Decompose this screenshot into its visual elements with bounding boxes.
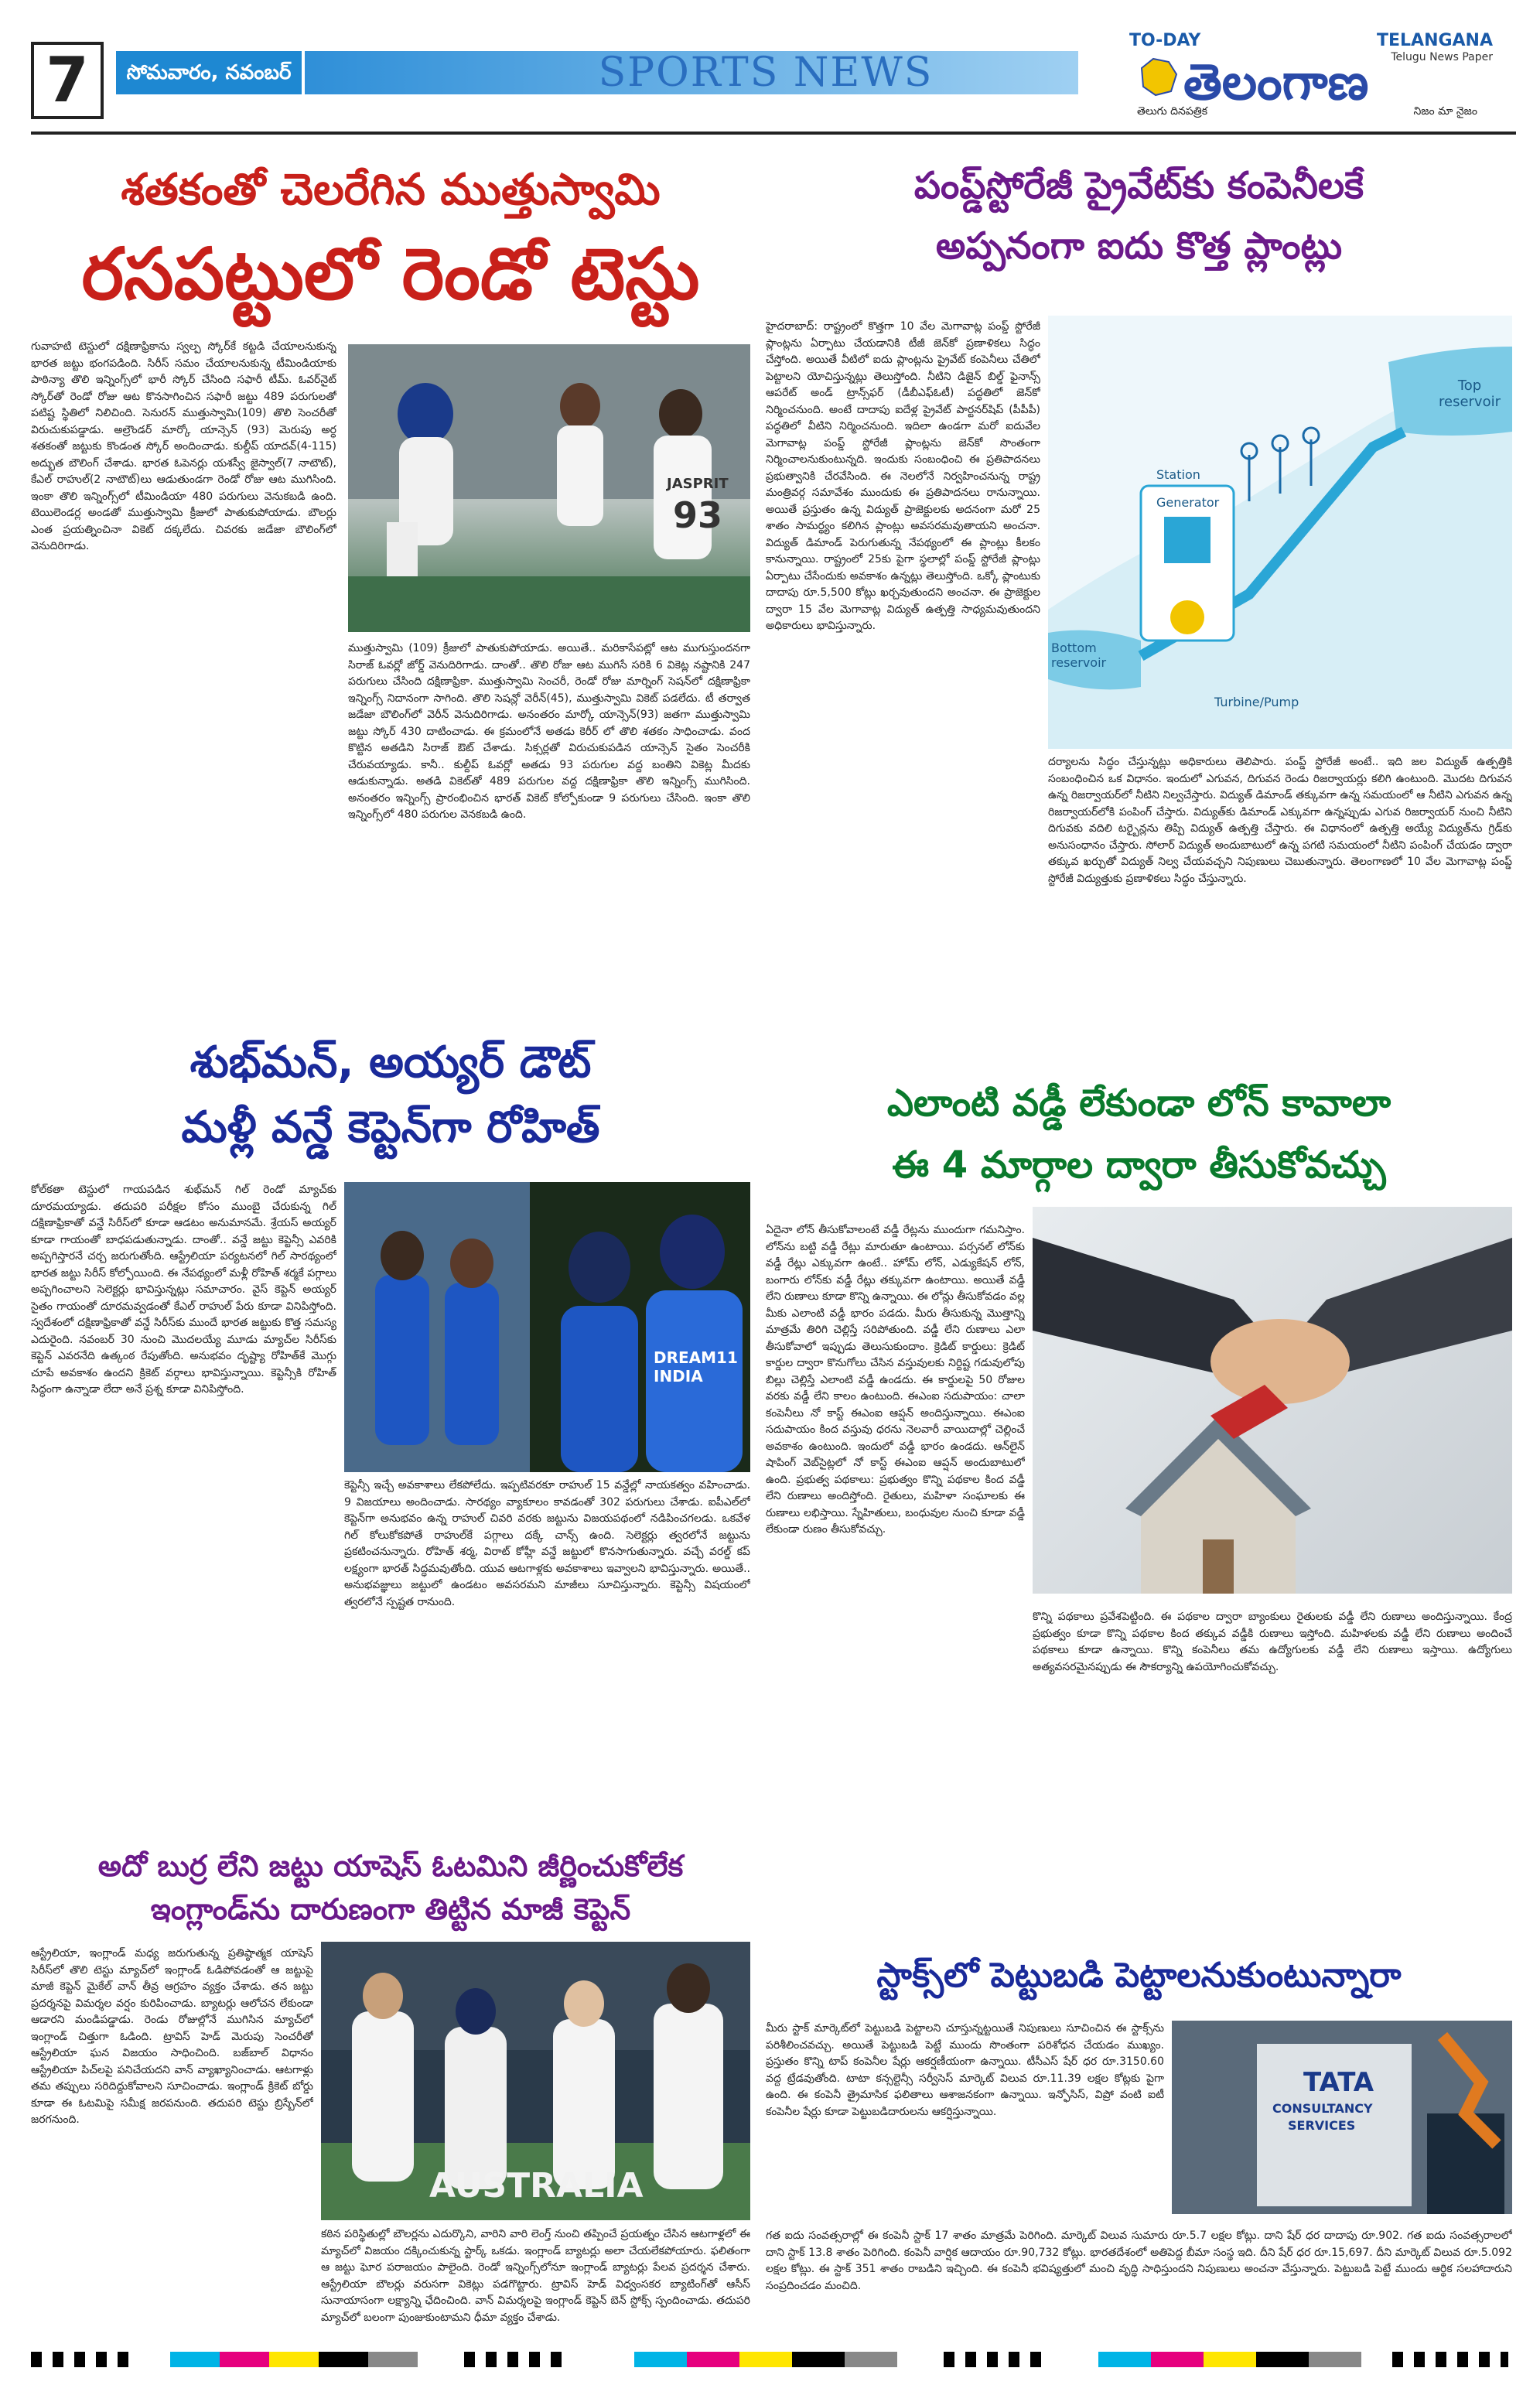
- header-divider: [31, 132, 1516, 135]
- article1-headline-line1: శతకంతో చెలరేగిన ముత్తుస్వామి: [121, 165, 661, 215]
- registration-strip-left: [31, 2352, 139, 2367]
- article5-headline-line1: ఎలాంటి వడ్డీ లేకుండా లోన్ కావాలా: [886, 1081, 1391, 1125]
- date-bar: సోమవారం, నవంబర్ 24 2025: [116, 51, 302, 94]
- article6-body-top: మీరు స్టాక్ మార్కెట్‌లో పెట్టుబడి పెట్టాలని చూస్తున్నట్టయితే నిపుణులు సూచించిన ఈ స్టాక్స్‌ను పరిశీలించవచ్చు. అయితే పెట్టుబడి పెట్టే ముందు సొంతంగా పరిశోధన చేయడం ముఖ్యం. ప్రస్తుతం కొన్ని టాప్ కంపెనీల షేర్లు ఆకర్షణీయంగా ఉన్నాయి. టీసీఎస్ షేర్ ధర రూ.3150.60 వద్ద ట్రేడవుతోంది. టాటా కన్సల్టెన్సీ సర్వీసెస్ మార్కెట్ విలువ రూ.11.39 లక్షల కోట్లకు పైగా ఉంది. ఈ కంపెనీ త్రైమాసిక ఫలితాలు ఆశాజనకంగా ఉన్నాయి. ఇన్ఫోసిస్, విప్రో వంటి ఐటీ కంపెనీల షేర్లు కూడా పెట్టుబడిదారులను ఆకర్షిస్తున్నాయి.: [766, 2022, 1164, 2118]
- logo-title: తెలంగాణ: [1183, 54, 1369, 111]
- article3-body-left: కోల్‌కతా టెస్టులో గాయపడిన శుభ్‌మన్ గిల్ రెండో మ్యాచ్‌కు దూరమయ్యాడు. తదుపరి పరీక్షల కోసం ముంబై చేరుకున్న గిల్ దక్షిణాఫ్రికాతో వన్డే సిరీస్‌లో కూడా ఆడటం అనుమానమే. శ్రేయస్ అయ్యర్ కూడా గాయంతో బాధపడుతున్నాడు. దాంతో.. వన్డే జట్టు కెప్టెన్సీ ఎవరికి అప్పగిస్తారనే చర్చ జరుగుతోంది. ఆస్ట్రేలియా పర్యటనలో గిల్ సారథ్యంలో భారత జట్టు సిరీస్ కోల్పోయింది. ఈ నేపథ్యంలో మళ్లీ రోహిత్ శర్మకే పగ్గాలు అప్పగించాలని సెలెక్టర్లు భావిస్తున్నట్లు సమాచారం. వైస్ కెప్టెన్ అయ్యర్ సైతం గాయంతో దూరమవ్వడంతో కేఎల్ రాహుల్ పేరు కూడా వినిపిస్తోంది. స్వదేశంలో దక్షిణాఫ్రికాతో వన్డే సిరీస్‌కు ముందే భారత జట్టుకు కొత్త సమస్య ఎదురైంది. నవంబర్ 30 నుంచి మొదలయ్యే మూడు మ్యాచ్‌ల సిరీస్‌కు కెప్టెన్ ఎవరనేది ఉత్కంఠ రేపుతోంది. అనుభవం దృష్ట్యా రోహిత్‌కే మొగ్గు చూపే అవకాశం ఉందని క్రికెట్ వర్గాలు భావిస్తున్నాయి. కెప్టెన్సీకి రోహిత్ సిద్ధంగా ఉన్నాడా లేదా అనే ప్రశ్న కూడా వినిపిస్తోంది.: [31, 1184, 336, 1396]
- registration-strip-middle-right: [944, 2352, 1052, 2367]
- india-players-illustration: [344, 1182, 750, 1472]
- jersey-number: 93: [673, 494, 723, 536]
- article5-photo: [1033, 1207, 1512, 1594]
- tcs-sign-line2: CONSULTANCY: [1272, 2101, 1373, 2116]
- article1-body-right: ముత్తుస్వామి (109) క్రీజులో పాతుకుపోయాడు. అయితే.. మరికాసేపట్లో ఆట ముగుస్తుందనగా సిరాజ్ ఓవర్లో జోర్డ్ వెనుదిరిగాడు. దాంతో.. తొలి రోజు ఆట ముగిసే సరికి 6 వికెట్ల నష్టానికి 247 పరుగులు చేసింది దక్షిణాఫ్రికా. ముత్తుస్వామి సెంచరీ, రెండో రోజు మార్నింగ్ సెషన్‌లో దక్షిణాఫ్రికా ఇన్నింగ్స్ నిదానంగా సాగింది. తొలి సెషన్లో వెరీన్(45), ముత్తుస్వామి వికెట్ పడలేదు. టీ తర్వాత జడేజా బౌలింగ్‌లో వెరీన్ వెనుదిరిగాడు. అనంతరం మార్కో యాన్సెన్(93) జతగా ముత్తుస్వామి జట్టు స్కోర్ 430 దాటించాడు. ఈ క్రమంలోనే అతడు కెరీర్ లో తొలి శతకం సాధించాడు. వంద కొట్టిన అతడిని సిరాజ్ ఔట్ చేశాడు. సిక్సర్లతో విరుచుకుపడిన యాన్సెన్ సైతం సెంచరీకి చేరువయ్యాడు. కానీ.. కుల్దీప్ ఓవర్లో అతడు 93 పరుగుల వద్ద బంతిని వికెట్ల మీదకు ఆడుకున్నాడు. అతడి వికెట్‌తో 489 పరుగుల వద్ద దక్షిణాఫ్రికా తొలి ఇన్నింగ్స్ ముగిసింది. అనంతరం ఇన్నింగ్స్ ప్రారంభించిన భారత్ వికెట్ కోల్పోకుండా 9 పరుగులు చేసింది. ఇంకా తొలి ఇన్నింగ్స్‌లో 480 పరుగుల వెనకబడి ఉంది.: [348, 642, 750, 821]
- handshake-house-illustration: [1033, 1207, 1512, 1594]
- article3-photo: [344, 1182, 750, 1472]
- logo-telangana: TELANGANA: [1376, 31, 1493, 50]
- registration-strip-middle-left: [464, 2352, 572, 2367]
- article4-photo: [321, 1942, 750, 2220]
- page-number: 7: [31, 42, 104, 119]
- logo-today: TO-DAY: [1129, 31, 1201, 50]
- ground-banner-text: AUSTRALIA: [429, 2166, 644, 2206]
- color-bar-right: [1098, 2352, 1361, 2367]
- article5-body-bottom-right: కొన్ని పథకాలు ప్రవేశపెట్టింది. ఈ పథకాల ద్వారా బ్యాంకులు రైతులకు వడ్డీ లేని రుణాలు అందిస్తున్నాయి. కేంద్ర ప్రభుత్వం కూడా కొన్ని పథకాల కింద తక్కువ వడ్డీకి రుణాలు ఇస్తోంది. మహిళలకు వడ్డీ లేని రుణాలు అందించే పథకాలు కూడా ఉన్నాయి. కొన్ని కంపెనీలు తమ ఉద్యోగులకు వడ్డీ లేని రుణాలు ఇస్తాయి. ఉద్యోగులు అత్యవసరమైనప్పుడు ఈ సౌకర్యాన్ని ఉపయోగించుకోవచ్చు.: [1033, 1611, 1512, 1673]
- article4-headline-line2: ఇంగ్లాండ్‌ను దారుణంగా తిట్టిన మాజీ కెప్టెన్: [150, 1892, 631, 1926]
- article3-body-right: కెప్టెన్సీ ఇచ్చే అవకాశాలు లేకపోలేదు. ఇప్పటివరకూ రాహుల్ 15 వన్డేల్లో నాయకత్వం వహించాడు. 9 విజయాలు అందించాడు. సారథ్యం వ్యాకూలం కావడంతో 302 పరుగులు చేశాడు. ఐపీఎల్‌లో కెప్టెన్‌గా అనుభవం ఉన్న రాహుల్ చివరి వరకు జట్టును విజయపథంలో నడిపించగలడు. ఒకవేళ గిల్ కోలుకోకపోతే రాహుల్‌కే పగ్గాలు దక్కే చాన్స్ ఉంది. సెలెక్టర్లు త్వరలోనే జట్టును ప్రకటించనున్నారు. రోహిత్ శర్మ, విరాట్ కోహ్లీ వన్డే జట్టులో కొనసాగుతున్నారు. వచ్చే వరల్డ్ కప్ లక్ష్యంగా భారత్ సిద్ధమవుతోంది. యువ ఆటగాళ్లకు అవకాశాలు ఇవ్వాలని భావిస్తున్నారు. అయితే.. అనుభవజ్ఞులు జట్టులో ఉండటం అవసరమని మాజీలు సూచిస్తున్నారు. కెప్టెన్సీ విషయంలో త్వరలోనే స్పష్టత రానుంది.: [344, 1479, 750, 1608]
- jersey-name: JASPRIT: [667, 476, 729, 492]
- logo-subtitle: Telugu News Paper: [1391, 51, 1493, 63]
- logo-tagline-left: తెలుగు దినపత్రిక: [1137, 105, 1208, 118]
- article6-body-bottom: గత ఐదు సంవత్సరాల్లో ఈ కంపెనీ స్టాక్ 17 శాతం మాత్రమే పెరిగింది. మార్కెట్ విలువ సుమారు రూ.5.7 లక్షల కోట్లు. దాని షేర్ ధర దాదాపు రూ.902. గత ఐదు సంవత్సరాలలో దాని స్టాక్ 13.8 శాతం పెరిగింది. కంపెనీ వార్షిక ఆదాయం రూ.90,732 కోట్లు. భారతదేశంలో అతిపెద్ద బీమా సంస్థ ఇది. దీని షేర్ ధర రూ.15,697. దీని మార్కెట్ విలువ రూ.5.092 లక్షల కోట్లు. ఈ స్టాక్ 351 శాతం రాబడిని ఇచ్చింది. ఈ కంపెనీ భవిష్యత్తులో మంచి వృద్ధి సాధిస్తుందని నిపుణులు అంచనా వేస్తున్నారు. పెట్టుబడి పెట్టే ముందు ఆర్థిక సలహాదారుని సంప్రదించడం మంచిది.: [766, 2230, 1512, 2292]
- article2-body-right: దర్యాలను సిద్ధం చేస్తున్నట్లు అధికారులు తెలిపారు. పంప్డ్ స్టోరేజీ అంటే.. ఇది జల విద్యుత్ ఉత్పత్తికి సంబంధించిన ఒక విధానం. ఇందులో ఎగువన, దిగువన రెండు రిజర్వాయర్లు కలిగి ఉంటుంది. మొదట దిగువన ఉన్న రిజర్వాయర్‌లో నీటిని నిల్వచేస్తారు. విద్యుత్ డిమాండ్ తక్కువగా ఉన్న సమయంలో ఆ నీటిని ఎగువన ఉన్న రిజర్వాయర్‌లోకి పంపింగ్ చేస్తారు. విద్యుత్‌కు డిమాండ్ ఎక్కువగా ఉన్నప్పుడు ఎగువ రిజర్వాయర్ నుంచి నీటిని దిగువకు వదిలి టర్బైన్లను తిప్పి విద్యుత్ ఉత్పత్తి చేస్తారు. ఈ విధానంలో ఉత్పత్తి అయ్యే విద్యుత్‌ను గ్రిడ్‌కు అనుసంధానం చేస్తారు. సోలార్ విద్యుత్ అందుబాటులో ఉన్న పగటి సమయంలో నీటిని పంపింగ్ చేయడం ద్వారా తక్కువ ఖర్చుతో విద్యుత్ నిల్వ చేయవచ్చని నిపుణులు చెబుతున్నారు. తెలంగాణలో 10 వేల మెగావాట్ల పంప్డ్ స్టోరేజీ విద్యుత్తుకు ప్రణాళికలు సిద్ధం చేస్తున్నారు.: [1048, 756, 1512, 885]
- logo-tagline-right: నిజం మా నైజం: [1413, 105, 1477, 118]
- article4-body-left: ఆస్ట్రేలియా, ఇంగ్లాండ్ మధ్య జరుగుతున్న ప్రతిష్ఠాత్మక యాషెస్ సిరీస్‌లో తొలి టెస్టు మ్యాచ్‌లో ఇంగ్లాండ్ ఓడిపోవడంతో ఆ జట్టుపై మాజీ కెప్టెన్ మైకేల్ వాన్ తీవ్ర ఆగ్రహం వ్యక్తం చేశాడు. తన జట్టు ప్రదర్శనపై విమర్శల వర్షం కురిపించాడు. బ్యాటర్లు ఆలోచన లేకుండా ఆడారని మండిపడ్డాడు. రెండు రోజుల్లోనే ముగిసిన మ్యాచ్‌లో ఇంగ్లాండ్ చిత్తుగా ఓడింది. ట్రావిస్ హెడ్ మెరుపు సెంచరీతో ఆస్ట్రేలియా ఘన విజయం సాధించింది. బజ్‌బాల్ విధానం ఆస్ట్రేలియా పిచ్‌లపై పనిచేయదని వాన్ వ్యాఖ్యానించాడు. ఆటగాళ్లు తమ తప్పులు సరిదిద్దుకోవాలని సూచించాడు. ఇంగ్లాండ్ క్రికెట్ బోర్డు కూడా ఈ ఓటమిపై సమీక్ష జరపనుంది. తదుపరి టెస్టు బ్రిస్బేన్‌లో జరగనుంది.: [31, 1947, 313, 2126]
- article6-headline: స్టాక్స్‌లో పెట్టుబడి పెట్టాలనుకుంటున్నారా: [876, 1956, 1402, 1995]
- tcs-sign-line1: TATA: [1303, 2067, 1374, 2098]
- color-bar-left: [170, 2352, 418, 2367]
- article2-body-left: హైదరాబాద్: రాష్ట్రంలో కొత్తగా 10 వేల మెగావాట్ల పంప్డ్ స్టోరేజీ ప్లాంట్లను ఏర్పాటు చేయడానికి టీజీ జెన్‌కో ప్రణాళికలు సిద్ధం చేస్తోంది. అయితే వీటిలో ఐదు ప్లాంట్లను ప్రైవేట్ కంపెనీలు చేతిలో పెట్టాలని యోచిస్తున్నట్లు తెలుస్తోంది. నీటిని డిజైన్ బిల్డ్ ఫైనాన్స్ ఆపరేట్ అండ్ ట్రాన్స్‌ఫర్ (డీబీఎఫ్‌ఓటీ) పద్ధతిలో జెన్‌కో నిర్మించనుంది. అంటే దాదాపు ఐదేళ్ల ప్రైవేట్ పార్టనర్‌షిప్ (పీపీపీ) పద్ధతిలో వీటిని నిర్మించనుంది. ఇదిలా ఉండగా మరో ఐదువేల మెగావాట్ల పంప్డ్ స్టోరేజీ ప్లాంట్లను జెన్‌కో సొంతంగా నిర్మించాలనుకుంటున్నది. ఇందుకు సంబంధించి ఈ ప్రతిపాదనలు ప్రభుత్వానికి చేరవేసింది. ఈ నెలలోనే నిర్వహించనున్న రాష్ట్ర మంత్రివర్గ సమావేశం ముందుకు ఈ ప్రతిపాదనలు రానున్నాయి. అయితే ప్రస్తుతం ఉన్న విద్యుత్ ప్రాజెక్టులకు అదనంగా మరో 25 శాతం సామర్థ్యం కలిగిన ప్లాంట్లు అవసరమవుతాయని అంచనా. విద్యుత్ డిమాండ్ పెరుగుతున్న నేపథ్యంలో ఈ ప్లాంట్లు కీలకం కానున్నాయి. రాష్ట్రంలో 25కు పైగా స్థలాల్లో పంప్డ్ స్టోరేజీ ప్లాంట్లు ఏర్పాటు చేసేందుకు అవకాశం ఉన్నట్లు తెలుస్తోంది. ఒక్కో ప్లాంటుకు దాదాపు రూ.5,500 కోట్లు ఖర్చవుతుందని అంచనా. ఈ ప్రాజెక్టుల ద్వారా 15 వేల మెగావాట్ల విద్యుత్ ఉత్పత్తి సాధ్యమవుతుందని అధికారులు భావిస్తున్నారు.: [766, 320, 1040, 632]
- newspaper-logo: [1129, 31, 1493, 124]
- tcs-sign-line3: SERVICES: [1288, 2118, 1356, 2133]
- article5-headline-line2: ఈ 4 మార్గాల ద్వారా తీసుకోవచ్చు: [892, 1143, 1386, 1187]
- jersey-sponsor-text: DREAM11 INDIA: [654, 1348, 738, 1386]
- article5-body-top: ఏదైనా లోన్ తీసుకోవాలంటే వడ్డీ రేట్లను ముందుగా గమనిస్తాం. లోన్‌ను బట్టి వడ్డీ రేట్లు మారుతూ ఉంటాయి. పర్సనల్ లోన్‌కు వడ్డీ రేట్లు ఎక్కువగా ఉంటే.. హోమ్ లోన్, ఎడ్యుకేషన్ లోన్, బంగారు లోన్‌కు వడ్డీ రేట్లు తక్కువగా ఉంటాయి. అయితే వడ్డీ లేని రుణాలు కూడా కొన్ని ఉన్నాయి. ఈ లోన్లు తీసుకోవడం వల్ల మీకు ఎలాంటి వడ్డీ భారం పడదు. మీరు తీసుకున్న మొత్తాన్ని మాత్రమే తిరిగి చెల్లిస్తే సరిపోతుంది. వడ్డీ లేని రుణాలు ఎలా తీసుకోవాలో ఇప్పుడు తెలుసుకుందాం. క్రెడిట్ కార్డులు: క్రెడిట్ కార్డుల ద్వారా కొనుగోలు చేసిన వస్తువులకు నిర్దిష్ట గడువులోపు బిల్లు చెల్లిస్తే ఎలాంటి వడ్డీ ఉండదు. ఈ కార్డులపై 50 రోజుల వరకు వడ్డీ లేని కాలం ఉంటుంది. ఈఎంఐ సదుపాయం: చాలా కంపెనీలు నో కాస్ట్ ఈఎంఐ ఆప్షన్ అందిస్తున్నాయి. ఈఎంఐ సదుపాయం కింద వస్తువు ధరను నెలవారీ వాయిదాల్లో చెల్లించే అవకాశం ఉంటుంది. ఇందులో వడ్డీ భారం ఉండదు. ఆన్‌లైన్ షాపింగ్ వెబ్‌సైట్లలో నో కాస్ట్ ఈఎంఐ ఆప్షన్ అందుబాటులో ఉంది. ప్రభుత్వ పథకాలు: ప్రభుత్వం కొన్ని పథకాల కింద వడ్డీ లేని రుణాలు అందిస్తోంది. రైతులు, మహిళా సంఘాలకు ఈ రుణాలు లభిస్తాయి. స్నేహితులు, బంధువుల నుంచి కూడా వడ్డీ లేకుండా రుణం తీసుకోవచ్చు.: [766, 1224, 1025, 1536]
- label-bottom-reservoir: Bottom reservoir: [1051, 641, 1107, 670]
- pumped-storage-diagram: [1048, 316, 1512, 749]
- article2-headline-line2: అప్పనంగా ఐదు కొత్త ప్లాంట్లు: [935, 224, 1343, 268]
- article6-photo: [1172, 2021, 1512, 2214]
- label-generator: Generator: [1156, 495, 1220, 510]
- article4-body-right: కఠిన పరిస్థితుల్లో బౌలర్లను ఎదుర్కొని, వారిని వారి లెంగ్త్ నుంచి తప్పించే ప్రయత్నం చేసిన ఆటగాళ్లలో ఈ మ్యాచ్‌లో విజయం దక్కించుకున్న స్టార్క్ ఒకడు. ఇంగ్లాండ్ బ్యాటర్లు అలా చేయలేకపోయారు. ఫలితంగా ఆ జట్టు ఘోర పరాజయం పాలైంది. రెండో ఇన్నింగ్స్‌లోనూ ఇంగ్లాండ్ బ్యాటర్లు పేలవ ప్రదర్శన చేశారు. ఆస్ట్రేలియా బౌలర్లు వరుసగా వికెట్లు పడగొట్టారు. ట్రావిస్ హెడ్ విధ్వంసకర బ్యాటింగ్‌తో ఆసీస్ సునాయాసంగా లక్ష్యాన్ని ఛేదించింది. వాన్ విమర్శలపై ఇంగ్లాండ్ కెప్టెన్ బెన్ స్టోక్స్ స్పందించాడు. తదుపరి మ్యాచ్‌లో బలంగా పుంజుకుంటామని ధీమా వ్యక్తం చేశాడు.: [321, 2228, 750, 2324]
- tcs-office-illustration: [1172, 2021, 1512, 2214]
- label-turbine-pump: Turbine/Pump: [1214, 695, 1299, 709]
- article3-headline-line2: మళ్లీ వన్డే కెప్టెన్‌గా రోహిత్: [181, 1102, 600, 1153]
- article4-headline-line1: అదో బుర్ర లేని జట్టు యాషెస్ ఓటమిని జీర్ణించుకోలేక: [97, 1849, 684, 1883]
- article1-photo: [348, 344, 750, 632]
- article1-headline-line2: రసపట్టులో రెండో టెస్టు: [81, 233, 700, 316]
- article2-headline-line1: పంప్డ్‌స్టోరేజీ ప్రైవేట్‌కు కంపెనీలకే: [913, 164, 1364, 207]
- article3-headline-line1: శుభ్‌మన్, అయ్యర్ డౌట్: [190, 1037, 592, 1088]
- label-top-reservoir: Top reservoir: [1439, 378, 1501, 410]
- registration-strip-right: [1392, 2352, 1508, 2367]
- article1-body-left: గువాహటి టెస్టులో దక్షిణాఫ్రికాను స్వల్ప స్కోర్‌కే కట్టడి చేయాలనుకున్న భారత జట్టు భంగపడింది. సిరీస్ సమం చేయాలనుకున్న టీమిండియాకు పాఠిన్యా తొలి ఇన్నింగ్స్‌లో భారీ స్కోర్ చేసింది సఫారీ టీమ్. ఓవర్‌నైట్ స్కోర్‌తో రెండో రోజు ఆట కొనసాగించిన సఫారీ జట్టు 489 పరుగులతో పటిష్ట స్థితిలో నిలిచింది. సెనురన్ ముత్తుస్వామి(109) తొలి సెంచరీతో విరుచుకుపడ్డాడు. అల్రౌండర్ మార్కో యాన్సెన్ (93) మెరుపు అర్ధ శతకంతో జట్టుకు కొండంత స్కోర్ అందించాడు. కుల్దీప్ యాదవ్(4-115) అద్భుత బౌలింగ్ చేశాడు. భారత ఓపెనర్లు యశస్వీ జైస్వాల్(7 నాటౌట్), కేఎల్ రాహుల్(2 నాటౌట్)లు ఆడుతుండగా రెండో రోజు ఆట ముగిసింది. ఇంకా తొలి ఇన్నింగ్స్‌లో టీమిండియా 480 పరుగులు వెనుకబడి ఉంది. టెయిలెండర్ల అండతో ముత్తుస్వామి క్రీజులో పాతుకుపోయాడు. బౌలర్లు ఎంత ప్రయత్నించినా వికెట్ దక్కలేదు. చివరకు జడేజా బౌలింగ్‌లో వెనుదిరిగాడు.: [31, 340, 336, 552]
- masthead: [31, 31, 1516, 128]
- telangana-map-icon: [1134, 53, 1180, 99]
- label-station: Station: [1156, 467, 1200, 482]
- color-bar-middle: [634, 2352, 897, 2367]
- section-title: SPORTS NEWS: [598, 50, 934, 96]
